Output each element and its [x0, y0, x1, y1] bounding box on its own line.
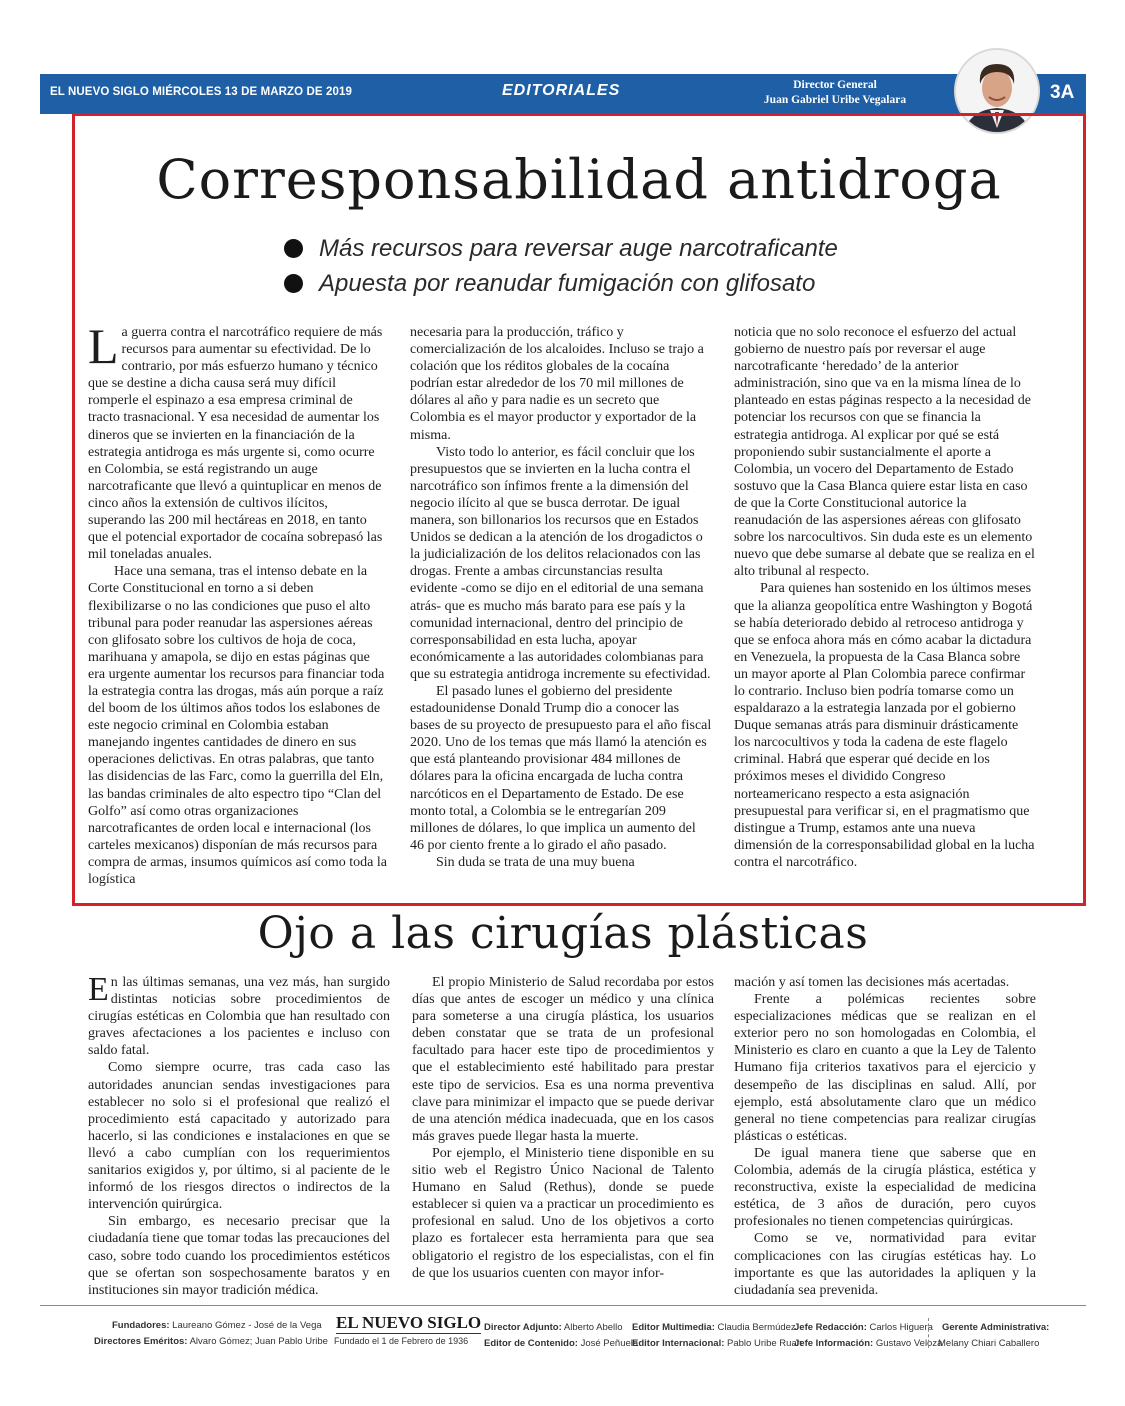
footer-divider [40, 1305, 1086, 1306]
paragraph: Por ejemplo, el Ministerio tiene disponible en su sitio web el Registro Único Nacional de Talento Humano en Salud (Rethus), donde se puede establecer si quien va a practicar un procedimiento es profesional en salud. Uno de los objetivos a corto plazo es fortalecer esta herramienta para que sea obligatorio el registro de los especialistas, con el fin de que los usuarios cuenten con mayor infor- [412, 1145, 714, 1281]
founded-date: Fundado el 1 de Febrero de 1936 [334, 1336, 469, 1346]
footer-director-adjunto: Director Adjunto: Alberto Abello [484, 1322, 623, 1333]
editorial-title: Ojo a las cirugías plásticas [257, 908, 869, 959]
subtitle-text: Más recursos para reversar auge narcotraficante [319, 235, 838, 262]
paragraph: Para quienes han sostenido en los últimos meses que la alianza geopolítica entre Washington y Bogotá se había deteriorado debido al retroceso antidroga y que se enfoca ahora más en cómo acabar la dictadura en Venezuela, la propuesta de la Casa Blanca sobre un mayor aporte al Plan Colombia parece confirmar lo contrario. Incluso bien podría tomarse como un espaldarazo a la estrategia lanzada por el gobierno Duque semanas atrás para disminuir drásticamente los narcocultivos y toda la cadena de este flagelo criminal. Habrá que esperar qué decide en los próximos meses el dividido Congreso norteamericano respecto a esta asignación presupuestal para verificar si, en el pragmatismo que distingue a Trump, estamos ante una nueva dimensión de la corresponsabilidad global en la lucha contra el narcotráfico. [734, 581, 1035, 870]
newspaper-logo: EL NUEVO SIGLO [336, 1313, 482, 1332]
subtitle-bullet [284, 235, 838, 263]
footer-editor-contenido: Editor de Contenido: José Peñuela [484, 1338, 639, 1349]
paragraph: Visto todo lo anterior, es fácil concluir que los presupuestos que se invierten en la lucha contra el narcotráfico son ínfimos frente a la dimensión del negocio ilícito al que se busca derrotar. De igual manera, son billonarios los recursos que en Estados Unidos se dedican a la atención de los drogadictos o la judicialización de los delitos relacionados con las drogas. Frente a ambas circunstancias resulta evidente -como se dijo en el editorial de una semana atrás- que es mucho más barato para ese país y la comunidad internacional, dentro del principio de corresponsabilidad en esta lucha, apoyar económicamente a las autoridades colombianas para que su estrategia antidroga incremente su efectividad. [410, 444, 711, 682]
drop-cap: E [88, 971, 109, 1008]
paragraph: necesaria para la producción, tráfico y comercialización de los alcaloides. Incluso se trajo a colación que los réditos globales de la cocaína podrían estar alrededor de los 70 mil millones de dólares al año y para nadie es un secreto que Colombia es el mayor productor y exportador de la misma. [410, 325, 704, 443]
paragraph: noticia que no solo reconoce el esfuerzo del actual gobierno de nuestro país por reversar el auge narcotraficante ‘heredado’ de la anterior administración, sino que va en la misma línea de lo planteado en estas páginas respecto a la necesidad de potenciar los recursos con que se financia la estrategia antidroga. Al explicar por qué se está proponiendo subir sustancialmente el aporte a Colombia, un vocero del Departamento de Estado sostuvo que la Casa Blanca quiere estar lista en caso de que la Corte Constitucional autorice la reanudación de las aspersiones aéreas con glifosato sobre los narcocultivos. Sin duda este es un elemento nuevo que debe sumarse al debate que se realiza en el alto tribunal al respecto. [734, 325, 1035, 580]
footer-separator [928, 1318, 929, 1348]
footer-jefe-redaccion: Jefe Redacción: Carlos Higuera [794, 1322, 933, 1333]
footer-gerente: Melany Chiari Caballero [938, 1338, 1040, 1349]
paragraph: De igual manera tiene que saberse que en Colombia, además de la cirugía plástica, estética y reconstructiva, existe la especialidad de medicina estética, de 3 años de duración, pero cuyos profesionales no tienen competencias quirúrgicas. [734, 1145, 1036, 1230]
page-number: 3A [1050, 82, 1075, 103]
subtitle-text: Apuesta por reanudar fumigación con glifosato [319, 270, 816, 297]
header-bar [40, 74, 1086, 114]
director-credit [740, 78, 930, 108]
paragraph: Como siempre ocurre, tras cada caso las autoridades anuncian sendas investigaciones para establecer no solo si el profesional que realizó el procedimiento está capacitado y autorizado para hacerlo, si las condiciones e instalaciones en que se llevó a cabo cumplían con los requerimientos sanitarios exigidos y, por último, si al paciente de le informó de los riesgos directos o indirectos de la intervención quirúrgica. [88, 1060, 390, 1213]
director-name: Juan Gabriel Uribe Vegalara [763, 94, 907, 106]
editorial-column-3 [734, 974, 1036, 1299]
editorial-column-3 [734, 324, 1036, 871]
paragraph: Frente a polémicas recientes sobre especializaciones médicas que se realizan en el exterior pero no son homologadas en Colombia, el Ministerio es claro en cuanto a que la Ley de Talento Humano fija criterios taxativos para el ejercicio y desempeño de las disciplinas en salud. Allí, por ejemplo, está absolutamente claro que un médico general no tiene competencias para realizar cirugías plásticas o estéticas. [734, 992, 1036, 1144]
editorial-title: Corresponsabilidad antidroga [156, 148, 1002, 211]
editorial-column-2 [412, 974, 714, 1282]
drop-cap: L [88, 318, 119, 374]
footer-emeritus: Directores Eméritos: Alvaro Gómez; Juan Pablo Uribe [94, 1336, 328, 1347]
paragraph: Sin duda se trata de una muy buena [436, 854, 635, 870]
section-title: EDITORIALES [502, 82, 621, 99]
paragraph: La guerra contra el narcotráfico requiere de más recursos para aumentar su efectividad. De lo contrario, por más esfuerzo humano y técnico que se destine a dicha causa será muy difícil romperle el espinazo a esa empresa criminal de tracto trasnacional. Y esa necesidad de aumentar los dineros que se invierten en la financiación de la estrategia antidroga es más urgente si, como ocurre en Colombia, se está registrando un auge narcotraficante que llevó a quintuplicar en menos de cinco años la extensión de cultivos ilícitos, superando las 200 mil hectáreas en 2018, en tanto que el potencial exportador de cocaína sobrepasó las mil toneladas anuales. [88, 318, 383, 563]
director-title: Director General [793, 79, 877, 91]
editorial-column-1 [88, 971, 390, 1299]
paragraph: El propio Ministerio de Salud recordaba por estos días que antes de escoger un médico y una clínica para someterse a una cirugía plástica, los usuarios deben constatar que se trata de un profesional facultado para hacer este tipo de procedimientos y que el establecimiento esté habilitado para prestar este tipo de servicios. Esa es una norma preventiva clave para minimizar el impacto que se puede derivar de una atención médica inadecuada, que en los casos más graves puede llegar hasta la muerte. [412, 975, 714, 1144]
bullet-dot-icon [284, 274, 303, 293]
footer-editor-internacional: Editor Internacional: Pablo Uribe Ruan [632, 1338, 803, 1349]
paragraph: En las últimas semanas, una vez más, han surgido distintas noticias sobre procedimientos de cirugías estéticas en Colombia que han resultado con graves afectaciones a los pacientes e incluso con saldo fatal. [88, 971, 390, 1059]
footer-gerente-label: Gerente Administrativa: [942, 1322, 1050, 1333]
paragraph: Como se ve, normatividad para evitar complicaciones con las cirugías estéticas hay. Lo importante es que las autoridades la apliquen y la ciudadanía sea prevenida. [734, 1231, 1036, 1298]
footer-founders: Fundadores: Laureano Gómez - José de la Vega [112, 1320, 322, 1331]
subtitle-bullet [284, 270, 815, 298]
newspaper-date-line: EL NUEVO SIGLO MIÉRCOLES 13 DE MARZO DE 2019 [50, 86, 352, 98]
paragraph: El pasado lunes el gobierno del presidente estadounidense Donald Trump dio a conocer las bases de su proyecto de presupuesto para el año fiscal 2020. Uno de los temas que más llamó la atención es que está planteando provisionar 484 millones de dólares para la oficina encargada de lucha contra narcóticos en el Departamento de Estado. De ese monto total, a Colombia se le entregarían 209 millones de dólares, lo que implica un aumento del 46 por ciento frente a lo girado el año pasado. [410, 683, 712, 853]
paragraph: Sin embargo, es necesario precisar que la ciudadanía tiene que tomar todas las precauciones del caso, sobre todo cuando los procedimientos estéticos que se ofertan son sospechosamente baratos y en instituciones sin mayor tradición médica. [88, 1214, 390, 1298]
editorial-column-2 [410, 324, 712, 871]
footer-jefe-informacion: Jefe Información: Gustavo Veloza [794, 1338, 943, 1349]
editorial-column-1 [88, 318, 388, 888]
paragraph: mación y así tomen las decisiones más acertadas. [734, 975, 1010, 990]
bullet-dot-icon [284, 239, 303, 258]
footer-editor-multimedia: Editor Multimedia: Claudia Bermúdez [632, 1322, 796, 1333]
paragraph: Hace una semana, tras el intenso debate en la Corte Constitucional en torno a si deben flexibilizarse o no las condiciones que puso el alto tribunal para poder reanudar las aspersiones aéreas con glifosato sobre los cultivos de hoja de coca, marihuana y amapola, se dijo en estas páginas que era urgente aumentar los recursos para financiar toda la estrategia contra las drogas, más aún porque a raíz del boom de los últimos años todos los eslabones de este negocio criminal en Colombia estaban manejando ingentes cantidades de dinero en sus operaciones delictivas. En otras palabras, que tanto las disidencias de las Farc, como la guerrilla del Eln, las bandas criminales de alto espectro tipo “Clan del Golfo” así como otras organizaciones narcotraficantes de orden local e internacional (los carteles mexicanos) disponían de más recursos para compra de armas, insumos químicos así como toda la logística [88, 564, 387, 887]
